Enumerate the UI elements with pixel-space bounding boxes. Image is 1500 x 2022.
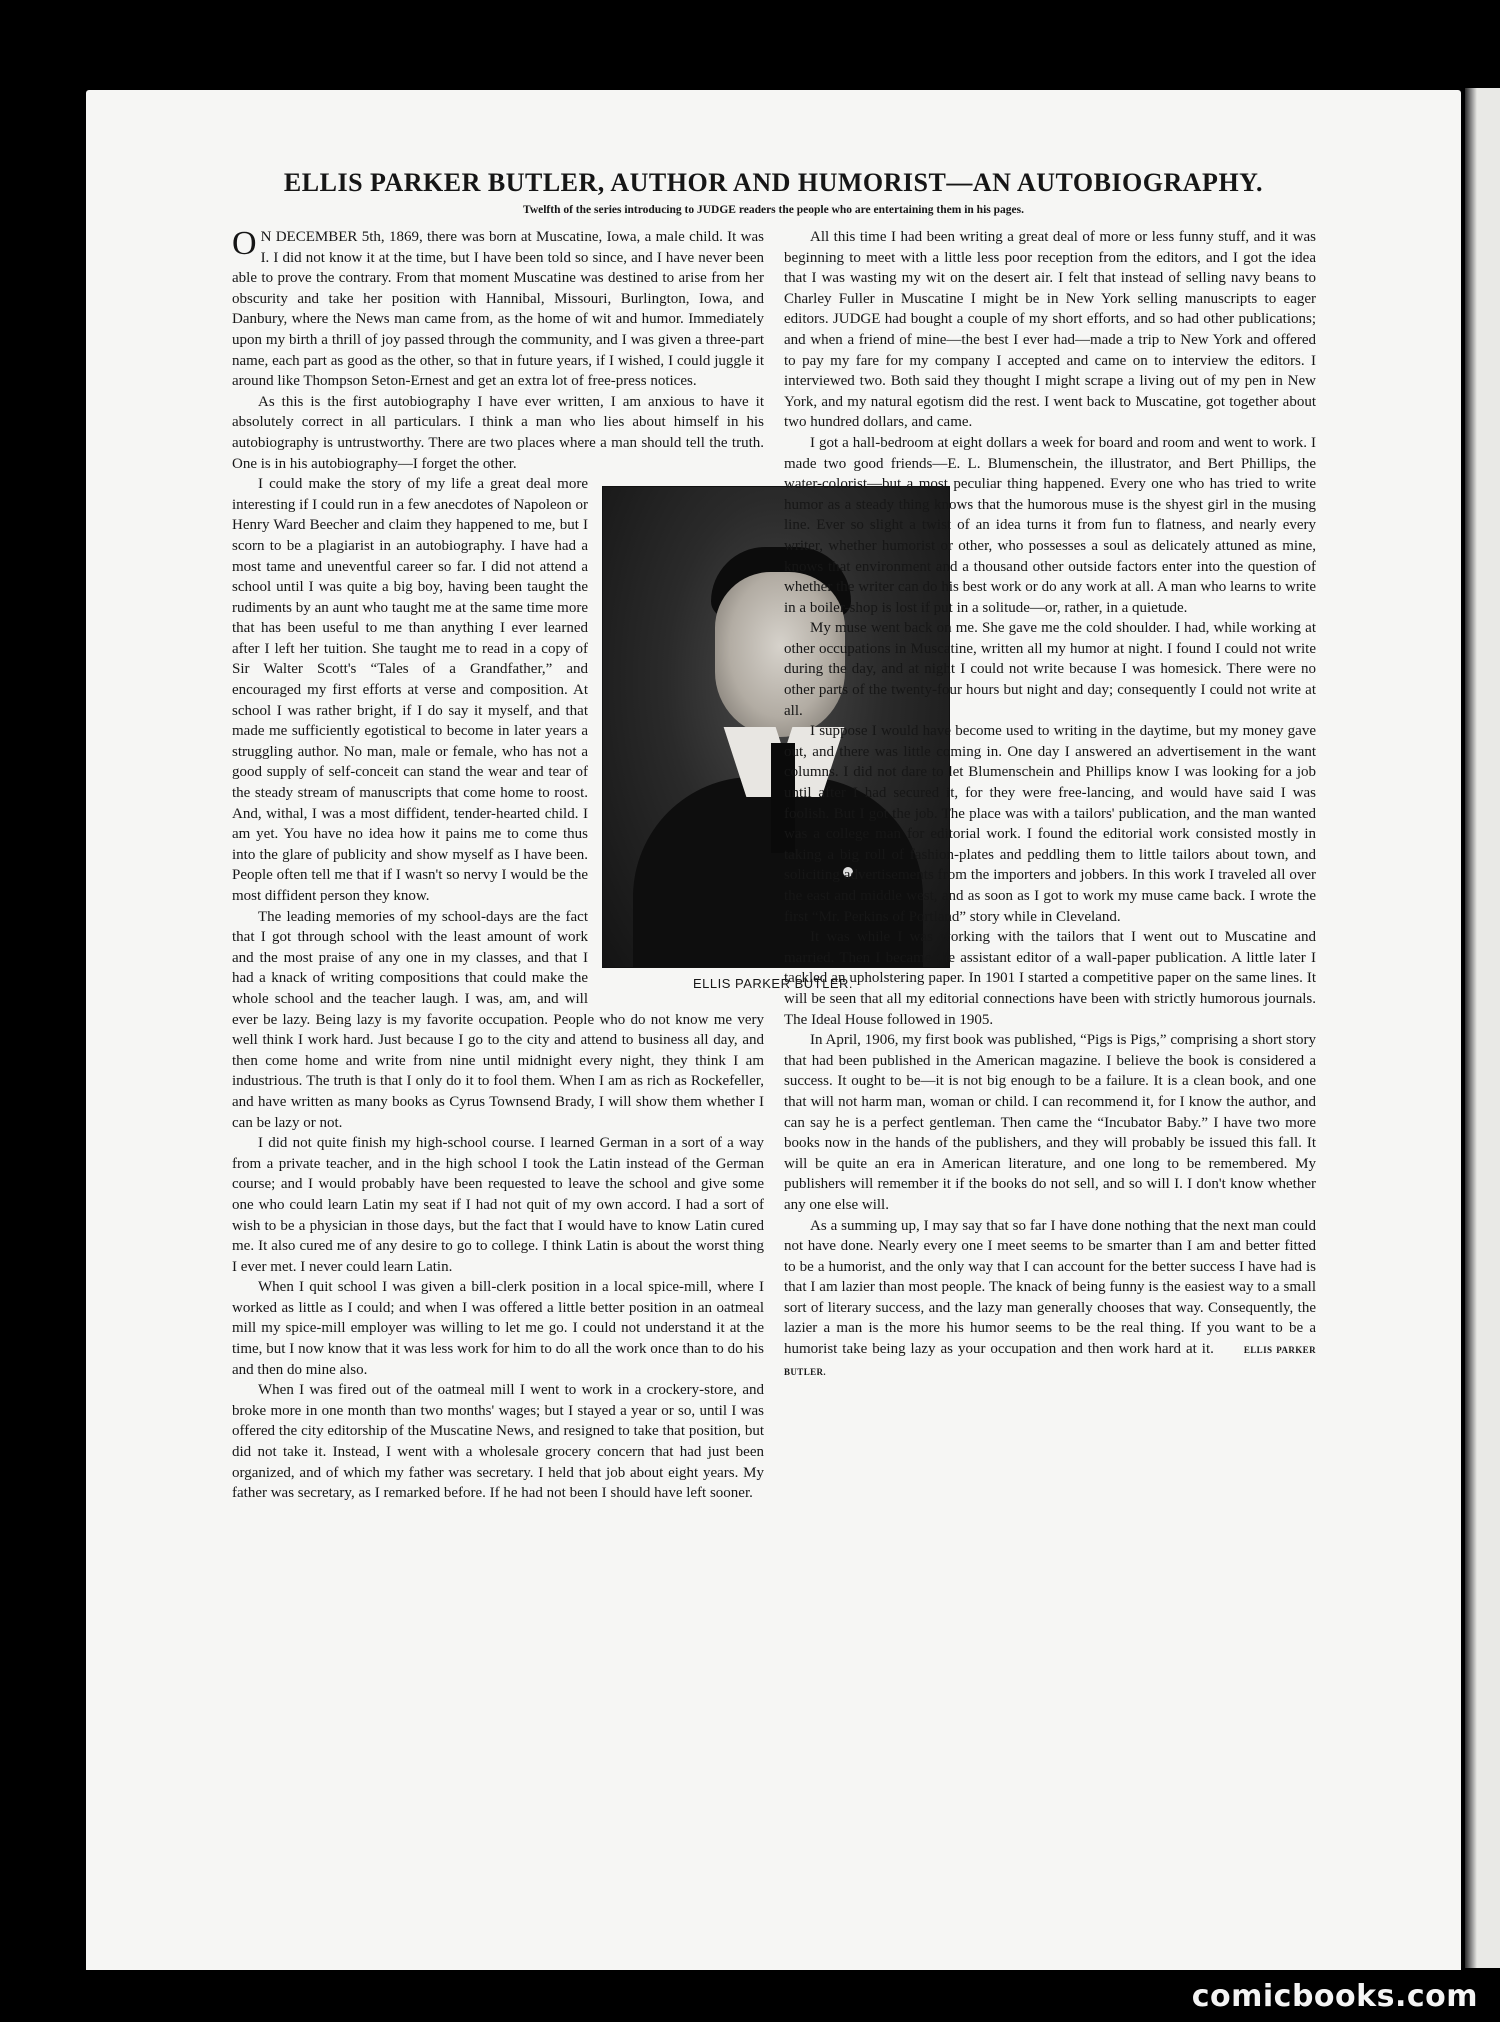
paragraph: I could make the story of my life a great deal more interesting if I could run in a few anecdotes of Napoleon or Henry Ward Beecher and claim they happened to me, but I scorn to be a plagiarist in an autobiography. I have had a most tame and uneventful career so far. I did not attend a school until I was quite a big boy, having been taught the rudiments by an aunt who taught me at the same time more that has been useful to me than anything I ever learned after I left her tuition. She taught me to read in a copy of Sir Walter Scott's “Tales of a Grandfather,” and encouraged my first efforts at verse and composition. At school I was rather bright, if I do say it myself, and that made me sufficiently egotistical to become in later years a struggling author. No man, male or female, who has not a good supply of self-conceit can stand the wear and tear of the steady stream of manuscripts that come home to roost. And, withal, I was a most diffident, tender-hearted child. I am yet. You have no idea how it pains me to come thus into the glare of publicity and show myself as I have been. People often tell me that if I wasn't so nervy I would be the most diffident person they know.	[232, 476, 588, 904]
paragraph: I suppose I would have become used to writing in the daytime, but my money gave out, and there was little coming in. One day I answered an advertisement in the want columns. I did not dare to let Blumenschein and Phillips know I was looking for a job until after I had secured it, for they were free-lancing, and would have said I was foolish. But I got the job. The place was with a tailors' publication, and the man wanted was a college man for editorial work. I found the editorial work consisted mostly in taking a big roll of fashion-plates and peddling them to little tailors about town, and soliciting advertisements from the importers and jobbers. In this work I traveled all over the east and middle west, and as soon as I got to work my muse came back. I wrote the first “Mr. Perkins of Portland” story while in Cleveland.	[784, 723, 1316, 925]
paragraph: When I quit school I was given a bill-clerk position in a local spice-mill, where I worked as little as I could; and when I was offered a little better position in an oatmeal mill my spice-mill employer was willing to let me go. I could not understand it at the time, but I now know that it was less work for him to do all the work once than to do his and then do mine also.	[232, 1279, 764, 1378]
paragraph: In April, 1906, my first book was published, “Pigs is Pigs,” comprising a short story that had been published in the American magazine. I believe the book is considered a success. It ought to be—it is not big enough to be a failure. It is a clean book, and one that will not harm man, woman or child. I can recommend it, for I know the author, and can say he is a perfect gentleman. Then came the “Incubator Baby.” I have two more books now in the hands of the publishers, and they will probably be issued this fall. It will be quite an era in American literature, and one long to be remembered. My publishers will remember it if the books do not sell, and so will I. I don't know whether any one else will.	[784, 1032, 1316, 1213]
adjacent-page-edge	[1465, 88, 1500, 1968]
paragraph: My muse went back on me. She gave me the cold shoulder. I had, while working at other occupations in Muscatine, written all my humor at night. I found I could not write during the day, and at night I could not write because I was homesick. There were no other parts of the twenty-four hours but night and day; consequently I could not write at all.	[784, 620, 1316, 719]
paragraph: It was while I was working with the tailors that I went out to Muscatine and married. Then I became the assistant editor of a wall-paper publication. A little later I tackled an upholstering paper. In 1901 I started a competitive paper on the same lines. It will be seen that all my editorial connections have been with strictly humorous journals. The Ideal House followed in 1905.	[784, 929, 1316, 1028]
subheadline: Twelfth of the series introducing to JUDGE readers the people who are entertaining them in his pages.	[523, 204, 1024, 216]
paragraph: O N DECEMBER 5th, 1869, there was born at Muscatine, Iowa, a male child. It was I. I did not know it at the time, but I have been told so since, and I have never been able to prove the contrary. From that moment Muscatine was destined to arise from her obscurity and take her position with Hannibal, Missouri, Burlington, Iowa, and Danbury, where the News man came from, as the home of wit and humor. Immediately upon my birth a thrill of joy passed through the community, and I was given a three-part name, each part as good as the other, so that in future years, if I wished, I could juggle it around like Thompson Seton-Ernest and get an extra lot of free-press notices.	[232, 225, 764, 390]
watermark: comicbooks.com	[1191, 1979, 1478, 2014]
headline: ELLIS PARKER BUTLER, AUTHOR AND HUMORIST—AN AUTOBIOGRAPHY.	[283, 168, 1264, 197]
paragraph: When I was fired out of the oatmeal mill I went to work in a crockery-store, and broke more in one month than two months' wages; but I stayed a year or so, until I was offered the city editorship of the Muscatine News, and resigned to take that position, but did not take it. Instead, I went with a wholesale grocery concern that had just been organized, and of which my father was secretary. I held that job about eight years. My father was secretary, as I remarked before. If he had not been I should have left sooner.	[232, 1382, 764, 1502]
right-column	[784, 227, 1316, 1382]
paragraph: I got a hall-bedroom at eight dollars a week for board and room and went to work. I made two good friends—E. L. Blumenschein, the illustrator, and Bert Phillips, the water-colorist—but a most peculiar thing happened. Every one who has tried to write humor as a steady thing knows that the humorous muse is the shyest girl in the musing line. Ever so slight a twist of an idea turns it from fun to flatness, and nearly every writer, whether humorist or other, who possesses a soul as delicately attuned as mine, knows that environment and a thousand other outside factors enter into the question of whether the writer can do his best work or do any work at all. A man who learns to write in a boiler-shop is lost if put in a solitude—or, rather, in a quietude.	[784, 434, 1316, 616]
paragraph: All this time I had been writing a great deal of more or less funny stuff, and it was beginning to meet with a little less poor reception from the editors, and I got the idea that I was wasting my wit on the desert air. I felt that instead of selling navy beans to Charley Fuller in Muscatine I might be in New York selling manuscripts to eager editors. JUDGE had bought a couple of my short efforts, and so had other publications; and when a friend of mine—the best I ever had—made a trip to New York and offered to pay my fare for my company I accepted and came on to interview the editors. I interviewed two. Both said they thought I might scrape a living out of my pen in New York, and my natural egotism did the rest. I went back to Muscatine, got together about two hundred dollars, and came.	[784, 229, 1316, 431]
paragraph: As this is the first autobiography I have ever written, I am anxious to have it absolutely correct in all particulars. I think a man who lies about himself in his autobiography is untrustworthy. There are two places where a man should tell the truth. One is in his autobiography—I forget the other.	[232, 393, 764, 472]
paragraph: As a summing up, I may say that so far I have done nothing that the next man could not have done. Nearly every one I meet seems to be smarter than I am and better fitted to be a humorist, and the only way that I can account for the better success I have had is that I am lazier than most people. The knack of being funny is the easiest way to a small sort of literary success, and the lazy man generally chooses that way. Consequently, the lazier a man is the more his humor seems to be the real thing. If you want to be a humorist take being lazy as your occupation and then work hard at it. ELLIS PARKER BUTLER.	[784, 1217, 1316, 1377]
photo-caption: ELLIS PARKER BUTLER.	[692, 976, 854, 992]
left-column	[232, 225, 854, 1504]
author-signature: ELLIS PARKER BUTLER.	[784, 1345, 1316, 1377]
magazine-page	[86, 90, 1461, 1970]
paragraph: I did not quite finish my high-school course. I learned German in a sort of a way from a private teacher, and in the high school I took the Latin instead of the German course; and I would probably have been requested to leave the school and give some one who could learn Latin my seat if I had not quit of my own accord. I had a sort of wish to be a physician in those days, but the fact that I would have to know Latin cured me. It also cured me of any desire to go to college. I think Latin is about the worst thing I ever met. I never could learn Latin.	[232, 1135, 764, 1275]
drop-cap: O	[232, 225, 257, 262]
paragraph: The leading memories of my school-days are the fact that I got through school with the least amount of work and the most praise of any one in my classes, and that I had a knack of writing compositions that could make the whole school and the teacher laugh. I was, am, and will ever be lazy. Being lazy is my favorite occupation. People who do not know me very well think I work hard. Just because I go to the city and attend to business all day, and then come home and write from nine until midnight every night, they think I am industrious. The truth is that I only do it to fool them. When I am as rich as Rockefeller, and have written as many books as Cyrus Townsend Brady, I will show them whether I can be lazy or not.	[232, 908, 764, 1131]
